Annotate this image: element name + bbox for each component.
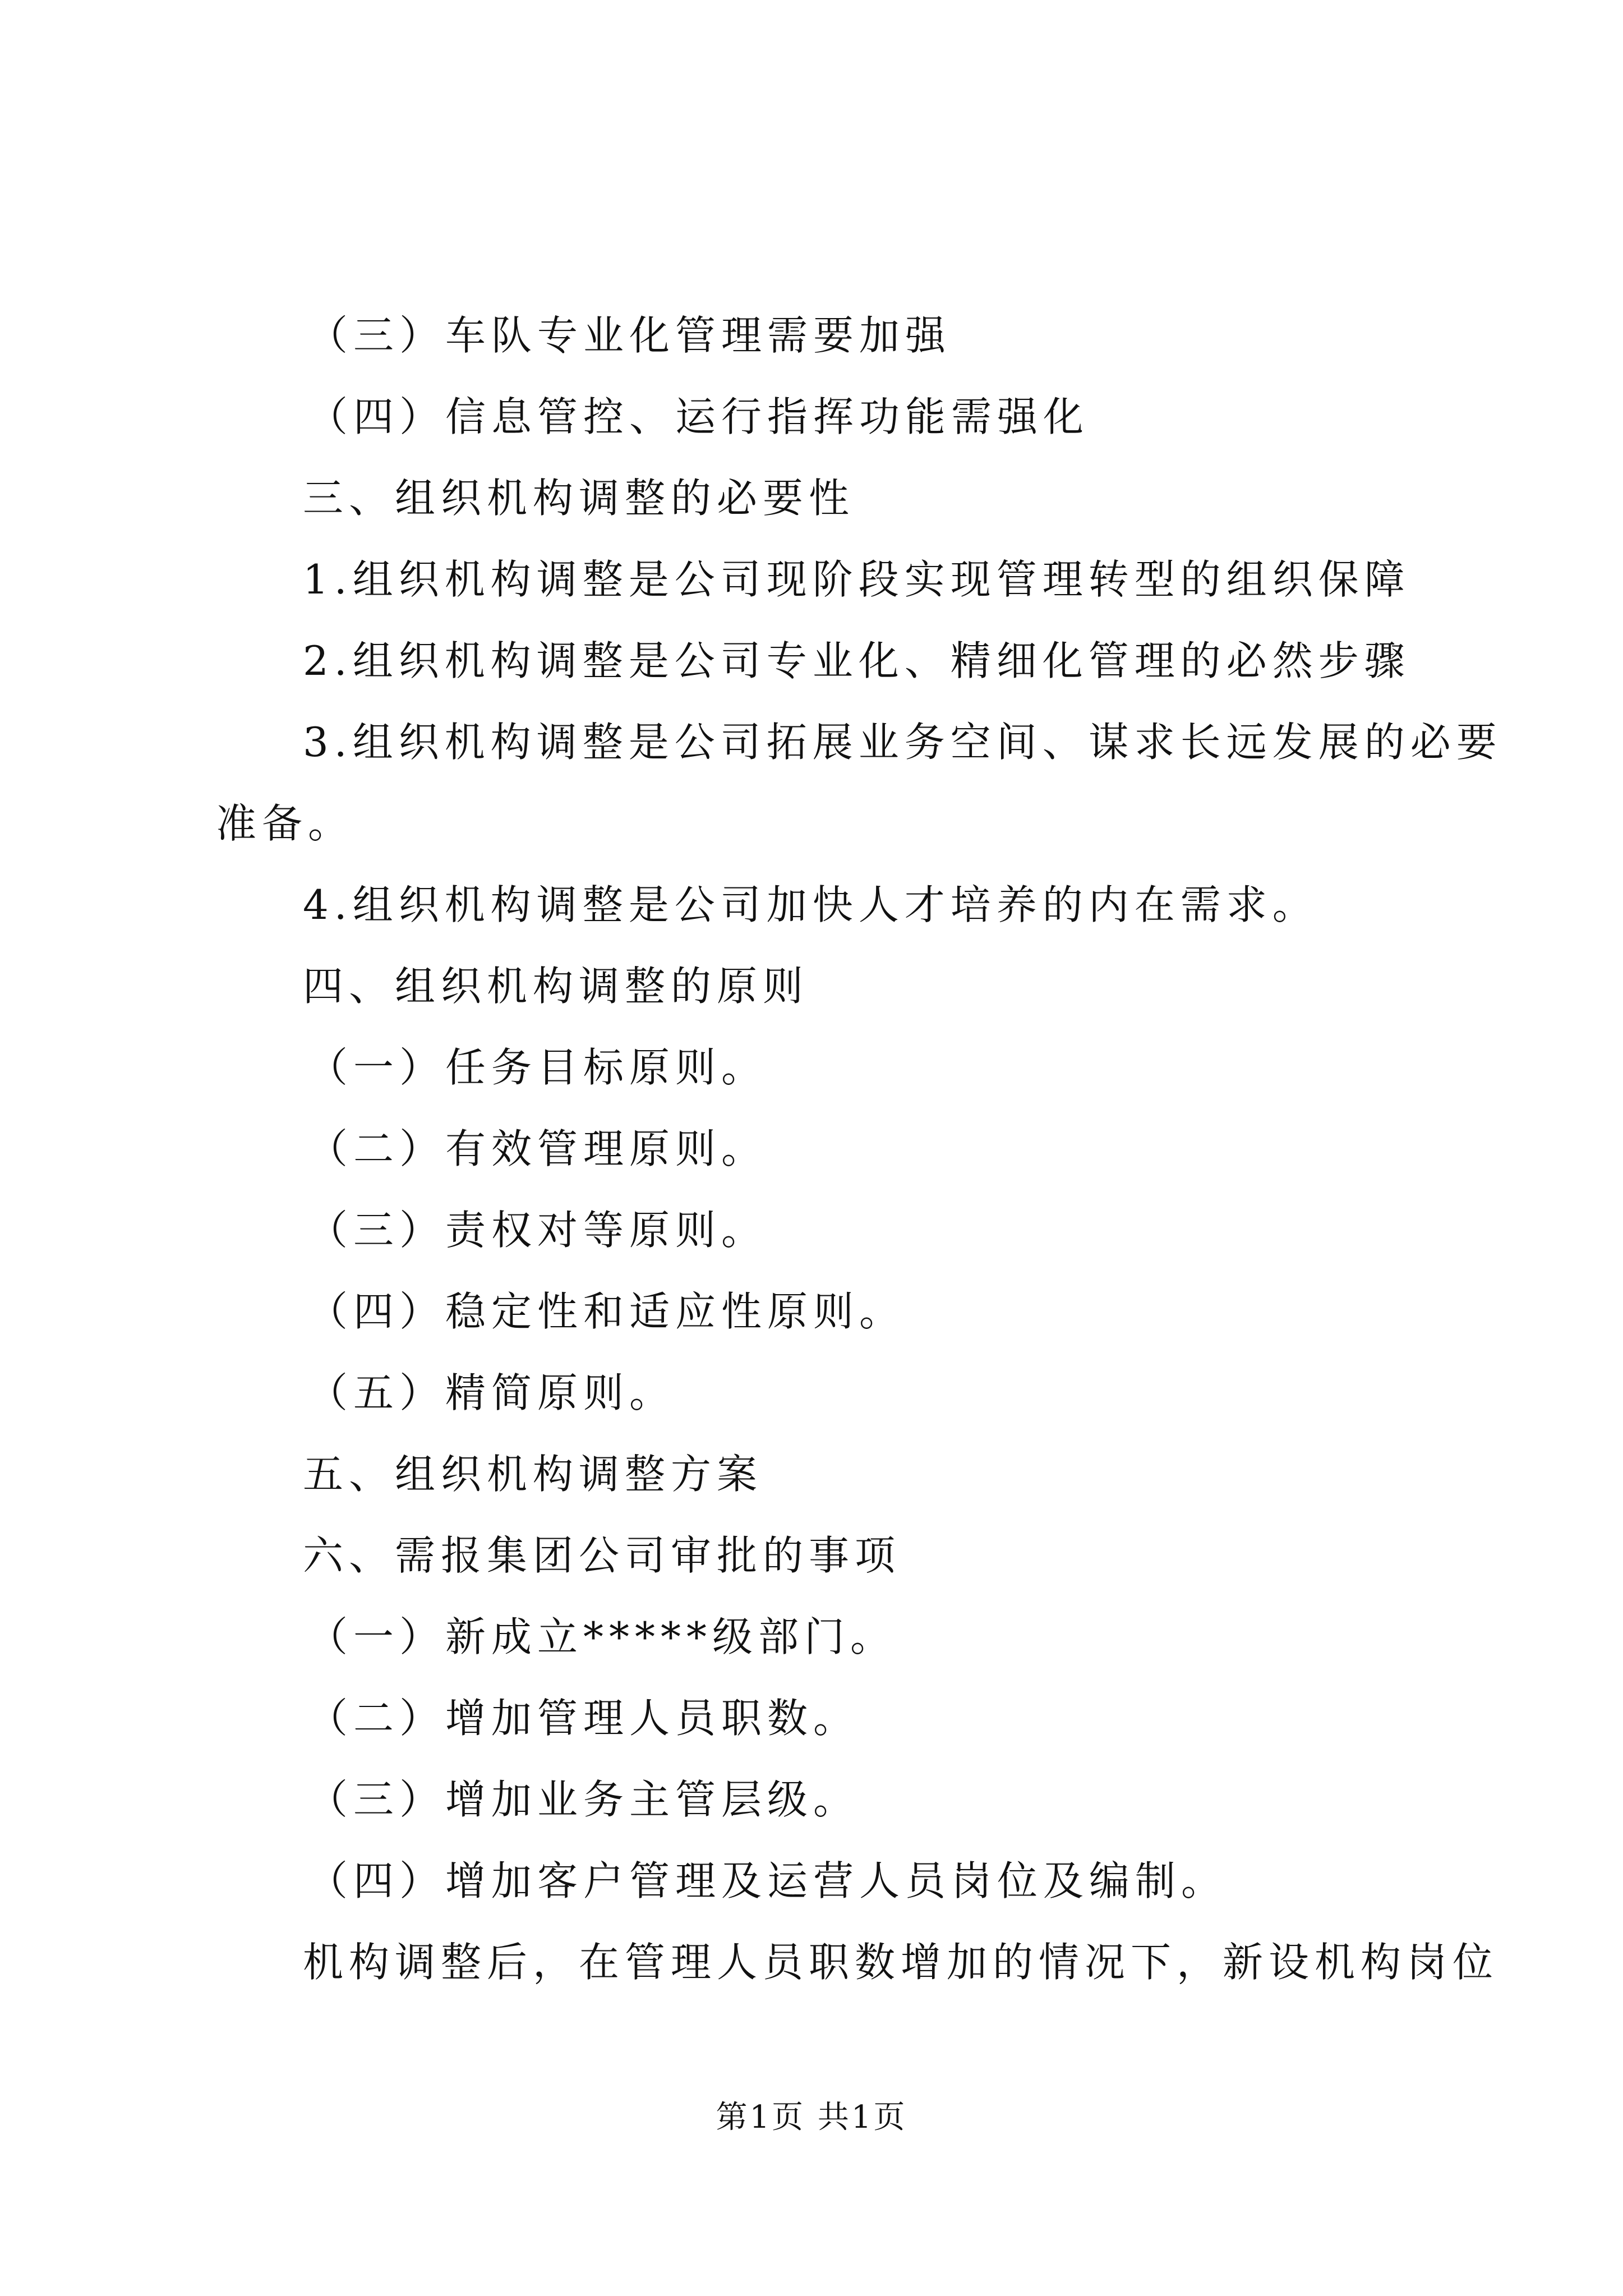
list-item-1: 1.组织机构调整是公司现阶段实现管理转型的组织保障 bbox=[303, 556, 1410, 603]
list-item-2: 2.组织机构调整是公司专业化、精细化管理的必然步骤 bbox=[303, 637, 1410, 684]
list-item-3: 3.组织机构调整是公司拓展业务空间、谋求长远发展的必要 bbox=[303, 719, 1502, 766]
approval-item-2: （二）增加管理人员职数。 bbox=[307, 1695, 860, 1742]
approval-item-4: （四）增加客户管理及运营人员岗位及编制。 bbox=[307, 1857, 1228, 1904]
approval-item-1: （一）新成立*****级部门。 bbox=[307, 1613, 897, 1660]
heading-principles: 四、组织机构调整的原则 bbox=[303, 963, 809, 1010]
section-item-fleet-management: （三）车队专业化管理需要加强 bbox=[307, 312, 952, 359]
principle-item-4: （四）稳定性和适应性原则。 bbox=[307, 1288, 906, 1335]
principle-item-1: （一）任务目标原则。 bbox=[307, 1044, 768, 1091]
heading-approval-matters: 六、需报集团公司审批的事项 bbox=[303, 1532, 901, 1579]
page-footer: 第1页 共1页 bbox=[716, 2099, 907, 2136]
list-item-4: 4.组织机构调整是公司加快人才培养的内在需求。 bbox=[303, 881, 1318, 928]
principle-item-3: （三）责权对等原则。 bbox=[307, 1207, 768, 1254]
principle-item-2: （二）有效管理原则。 bbox=[307, 1125, 768, 1172]
section-item-information-control: （四）信息管控、运行指挥功能需强化 bbox=[307, 393, 1090, 440]
approval-item-3: （三）增加业务主管层级。 bbox=[307, 1776, 860, 1823]
heading-adjustment-plan: 五、组织机构调整方案 bbox=[303, 1451, 763, 1498]
principle-item-5: （五）精简原则。 bbox=[307, 1369, 676, 1416]
closing-paragraph: 机构调整后，在管理人员职数增加的情况下，新设机构岗位 bbox=[303, 1939, 1499, 1986]
list-item-3-continuation: 准备。 bbox=[216, 800, 354, 847]
heading-necessity: 三、组织机构调整的必要性 bbox=[303, 475, 855, 522]
